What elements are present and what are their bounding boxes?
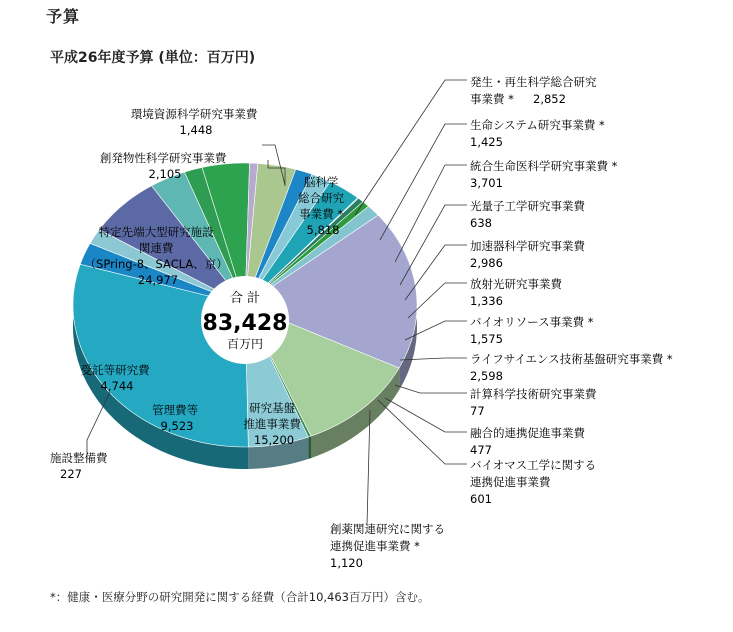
data-label-sr: 放射光研究事業費 1,336 [470,277,562,308]
data-label-ims: 統合生命医科学研究事業費 * 3,701 [470,159,618,190]
data-label-emergent: 創発物性科学研究事業費 2,105 [99,151,227,181]
leader-line [385,398,467,432]
data-label-lst: ライフサイエンス技術基盤研究事業費 * 2,598 [470,352,673,383]
data-label-acc: 加速器科学研究事業費 2,986 [470,239,585,270]
data-label-large-facility: 特定先端大型研究施設 関連費 （SPring-8、SACLA、京） 24,977 [84,225,228,287]
data-label-contract: 受託等研究費 4,744 [80,363,150,393]
data-label-life: 生命システム研究事業費 * 1,425 [470,118,605,149]
data-label-brc: バイオリソース事業費 * 1,575 [470,315,594,346]
center-label: 合 計 [229,291,261,306]
section-title: 予算 [46,7,81,26]
data-label-brain: 脳科学 総合研究 事業費 * 5,818 [298,175,345,237]
footnote: *：健康・医療分野の研究開発に関する経費（合計10,463百万円）含む。 [50,590,430,604]
data-label-fusion: 融合的連携促進事業費 477 [470,426,585,457]
leader-line [367,410,370,525]
data-label-biomass: バイオマス工学に関する 連携促進事業費 601 [470,458,597,506]
data-label-env: 環境資源科学研究事業費 1,448 [130,107,258,137]
leader-line [380,124,467,240]
center-total: 83,428 [202,311,288,336]
data-label-drug: 創薬関連研究に関する 連携促進事業費 * 1,120 [330,522,445,570]
data-label-infra: 研究基盤 推進事業費 15,200 [243,401,301,447]
center-unit: 百万円 [226,337,264,351]
pie-slice-side [308,436,311,459]
data-label-admin: 管理費等 9,523 [152,403,199,433]
data-label-photon: 光量子工学研究事業費 638 [470,199,585,230]
data-label-dev: 発生・再生科学総合研究 事業費 * 2,852 [470,75,597,106]
chart-title: 平成26年度予算 (単位：百万円) [50,50,256,66]
leader-line [355,80,467,215]
leader-line [395,385,467,393]
data-label-facility: 施設整備費 227 [50,451,108,481]
data-label-calc: 計算科学技術研究事業費 77 [470,387,597,418]
leader-line [395,165,467,262]
